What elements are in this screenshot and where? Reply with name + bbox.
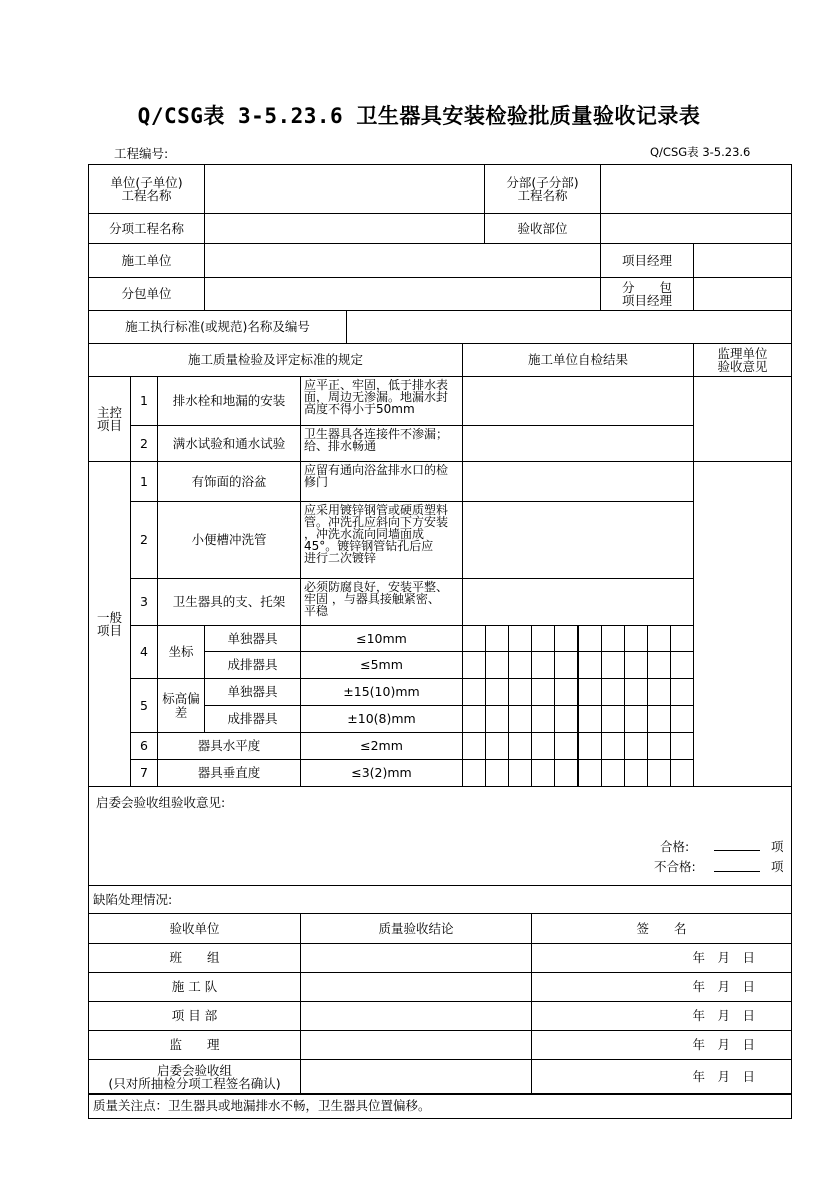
check-cell[interactable] xyxy=(647,678,671,706)
check-cell[interactable] xyxy=(508,732,532,760)
project-no-label: 工程编号: xyxy=(114,146,169,161)
item-name: 坐标 xyxy=(157,625,205,679)
pm-field[interactable] xyxy=(693,243,792,278)
check-cell[interactable] xyxy=(578,678,602,706)
supervision-cell[interactable] xyxy=(693,461,792,787)
signature-date[interactable]: 年 月 日 xyxy=(531,1059,792,1095)
opinion-label: 启委会验收组验收意见: xyxy=(96,795,226,810)
fail-count-field[interactable] xyxy=(714,871,760,872)
sign-unit: 施 工 队 xyxy=(88,972,301,1002)
fail-unit: 项 xyxy=(771,859,784,874)
general-items-label: 一般 项目 xyxy=(88,461,131,787)
contractor-label: 施工单位 xyxy=(88,243,205,278)
check-cell[interactable] xyxy=(601,759,625,787)
check-cell[interactable] xyxy=(554,678,578,706)
sign-unit: 启委会验收组 (只对所抽检分项工程签名确认) xyxy=(88,1059,301,1095)
fail-label: 不合格: xyxy=(654,859,696,874)
check-cell[interactable] xyxy=(578,625,602,652)
item-name: 小便槽冲洗管 xyxy=(157,501,301,579)
item-no: 4 xyxy=(130,625,158,679)
check-cell[interactable] xyxy=(531,625,555,652)
check-cell[interactable] xyxy=(601,678,625,706)
accept-part-label: 验收部位 xyxy=(484,213,601,244)
standard-label: 施工执行标准(或规范)名称及编号 xyxy=(88,310,347,344)
check-cell[interactable] xyxy=(462,705,486,733)
check-cell[interactable] xyxy=(578,705,602,733)
check-cell[interactable] xyxy=(578,759,602,787)
standard-field[interactable] xyxy=(346,310,792,344)
item-no: 7 xyxy=(130,759,158,787)
signature-date[interactable]: 年 月 日 xyxy=(531,1001,792,1031)
conclusion-field[interactable] xyxy=(300,1059,532,1095)
sub-item-name: 单独器具 xyxy=(204,678,301,706)
accept-part-field[interactable] xyxy=(600,213,792,244)
contractor-field[interactable] xyxy=(204,243,601,278)
main-items-label: 主控 项目 xyxy=(88,376,131,462)
sub-item-name: 单独器具 xyxy=(204,625,301,652)
check-cell[interactable] xyxy=(624,651,648,679)
item-name: 排水栓和地漏的安装 xyxy=(157,376,301,426)
sign-header-signature: 签 名 xyxy=(531,913,792,944)
check-cell[interactable] xyxy=(578,732,602,760)
item-standard: 应留有通向浴盆排水口的检 修门 xyxy=(300,461,463,502)
self-check-cell[interactable] xyxy=(462,578,694,626)
check-cell[interactable] xyxy=(670,625,694,652)
unit-name-field[interactable] xyxy=(204,164,485,214)
check-cell[interactable] xyxy=(647,759,671,787)
unit-name-label: 单位(子单位) 工程名称 xyxy=(88,164,205,214)
check-cell[interactable] xyxy=(508,705,532,733)
check-cell[interactable] xyxy=(508,625,532,652)
item-name: 有饰面的浴盆 xyxy=(157,461,301,502)
check-cell[interactable] xyxy=(531,759,555,787)
check-cell[interactable] xyxy=(485,732,509,760)
check-cell[interactable] xyxy=(670,651,694,679)
sign-header-unit: 验收单位 xyxy=(88,913,301,944)
item-standard: 卫生器具各连接件不渗漏； 给、排水畅通 xyxy=(300,425,463,462)
check-cell[interactable] xyxy=(670,678,694,706)
sub-item-name: 成排器具 xyxy=(204,651,301,679)
check-cell[interactable] xyxy=(554,705,578,733)
check-cell[interactable] xyxy=(462,678,486,706)
item-no: 2 xyxy=(130,501,158,579)
check-cell[interactable] xyxy=(624,705,648,733)
item-no: 5 xyxy=(130,678,158,733)
sign-unit: 监 理 xyxy=(88,1030,301,1060)
item-standard: ≤5mm xyxy=(300,651,463,679)
check-cell[interactable] xyxy=(531,678,555,706)
item-standard: ≤10mm xyxy=(300,625,463,652)
pass-label: 合格: xyxy=(660,839,690,854)
item-standard: 应采用镀锌钢管或硬质塑料 管。冲洗孔应斜向下方安装 ，冲洗水流向同墙面成 45°。镀锌钢管钻孔后应 进行二次镀锌 xyxy=(300,501,463,579)
self-check-cell[interactable] xyxy=(462,376,694,426)
check-cell[interactable] xyxy=(462,759,486,787)
pass-unit: 项 xyxy=(771,839,784,854)
item-standard: 必须防腐良好，安装平整、 牢固 ，与器具接触紧密、 平稳 xyxy=(300,578,463,626)
check-cell[interactable] xyxy=(485,625,509,652)
check-cell[interactable] xyxy=(531,705,555,733)
check-cell[interactable] xyxy=(554,732,578,760)
check-cell[interactable] xyxy=(531,651,555,679)
item-name: 满水试验和通水试验 xyxy=(157,425,301,462)
check-cell[interactable] xyxy=(647,705,671,733)
check-cell[interactable] xyxy=(554,625,578,652)
quality-note: 质量关注点：卫生器具或地漏排水不畅，卫生器具位置偏移。 xyxy=(88,1093,792,1119)
subcontractor-field[interactable] xyxy=(204,277,601,311)
check-cell[interactable] xyxy=(531,732,555,760)
item-name: 器具垂直度 xyxy=(157,759,301,787)
supervision-header: 监理单位 验收意见 xyxy=(693,343,792,377)
item-name: 标高偏 差 xyxy=(157,678,205,733)
conclusion-field[interactable] xyxy=(300,1030,532,1060)
pm-label: 项目经理 xyxy=(600,243,694,278)
check-cell[interactable] xyxy=(601,625,625,652)
check-cell[interactable] xyxy=(485,759,509,787)
item-no: 2 xyxy=(130,425,158,462)
check-cell[interactable] xyxy=(670,705,694,733)
pass-count-field[interactable] xyxy=(714,850,760,851)
sign-unit: 班 组 xyxy=(88,943,301,973)
item-no: 6 xyxy=(130,732,158,760)
check-cell[interactable] xyxy=(647,651,671,679)
check-cell[interactable] xyxy=(601,705,625,733)
item-name-label: 分项工程名称 xyxy=(88,213,205,244)
signature-date[interactable]: 年 月 日 xyxy=(531,972,792,1002)
item-no: 1 xyxy=(130,376,158,426)
self-check-header: 施工单位自检结果 xyxy=(462,343,694,377)
item-standard: ±10(8)mm xyxy=(300,705,463,733)
check-cell[interactable] xyxy=(647,625,671,652)
sign-unit: 项 目 部 xyxy=(88,1001,301,1031)
defect-label: 缺陷处理情况: xyxy=(88,885,792,914)
check-cell[interactable] xyxy=(508,759,532,787)
check-cell[interactable] xyxy=(624,732,648,760)
item-name: 器具水平度 xyxy=(157,732,301,760)
check-cell[interactable] xyxy=(462,651,486,679)
subcontractor-label: 分包单位 xyxy=(88,277,205,311)
item-name: 卫生器具的支、托架 xyxy=(157,578,301,626)
conclusion-field[interactable] xyxy=(300,943,532,973)
item-no: 1 xyxy=(130,461,158,502)
conclusion-field[interactable] xyxy=(300,1001,532,1031)
signature-date[interactable]: 年 月 日 xyxy=(531,1030,792,1060)
sign-header-conclusion: 质量验收结论 xyxy=(300,913,532,944)
spec-header: 施工质量检验及评定标准的规定 xyxy=(88,343,463,377)
check-cell[interactable] xyxy=(601,732,625,760)
self-check-cell[interactable] xyxy=(462,501,694,579)
check-cell[interactable] xyxy=(462,625,486,652)
check-cell[interactable] xyxy=(624,625,648,652)
item-standard: ±15(10)mm xyxy=(300,678,463,706)
check-cell[interactable] xyxy=(670,759,694,787)
form-title: Q/CSG表 3-5.23.6 卫生器具安装检验批质量验收记录表 xyxy=(137,104,701,128)
check-cell[interactable] xyxy=(578,651,602,679)
self-check-cell[interactable] xyxy=(462,425,694,462)
check-cell[interactable] xyxy=(670,732,694,760)
sub-item-name: 成排器具 xyxy=(204,705,301,733)
item-standard: ≤2mm xyxy=(300,732,463,760)
check-cell[interactable] xyxy=(508,678,532,706)
check-cell[interactable] xyxy=(485,651,509,679)
check-cell[interactable] xyxy=(485,705,509,733)
check-cell[interactable] xyxy=(508,651,532,679)
check-cell[interactable] xyxy=(554,759,578,787)
check-cell[interactable] xyxy=(601,651,625,679)
conclusion-field[interactable] xyxy=(300,972,532,1002)
check-cell[interactable] xyxy=(485,678,509,706)
item-standard: 应平正、牢固，低于排水表 面，周边无渗漏。地漏水封 高度不得小于50mm xyxy=(300,376,463,426)
item-no: 3 xyxy=(130,578,158,626)
check-cell[interactable] xyxy=(554,651,578,679)
item-standard: ≤3(2)mm xyxy=(300,759,463,787)
check-cell[interactable] xyxy=(624,759,648,787)
self-check-cell[interactable] xyxy=(462,461,694,502)
item-name-field[interactable] xyxy=(204,213,485,244)
sub-name-label: 分部(子分部) 工程名称 xyxy=(484,164,601,214)
sub-pm-field[interactable] xyxy=(693,277,792,311)
sub-pm-label: 分 包 项目经理 xyxy=(600,277,694,311)
check-cell[interactable] xyxy=(462,732,486,760)
form-code: Q/CSG表 3-5.23.6 xyxy=(650,145,751,159)
supervision-cell[interactable] xyxy=(693,376,792,462)
check-cell[interactable] xyxy=(647,732,671,760)
check-cell[interactable] xyxy=(624,678,648,706)
sub-name-field[interactable] xyxy=(600,164,792,214)
signature-date[interactable]: 年 月 日 xyxy=(531,943,792,973)
